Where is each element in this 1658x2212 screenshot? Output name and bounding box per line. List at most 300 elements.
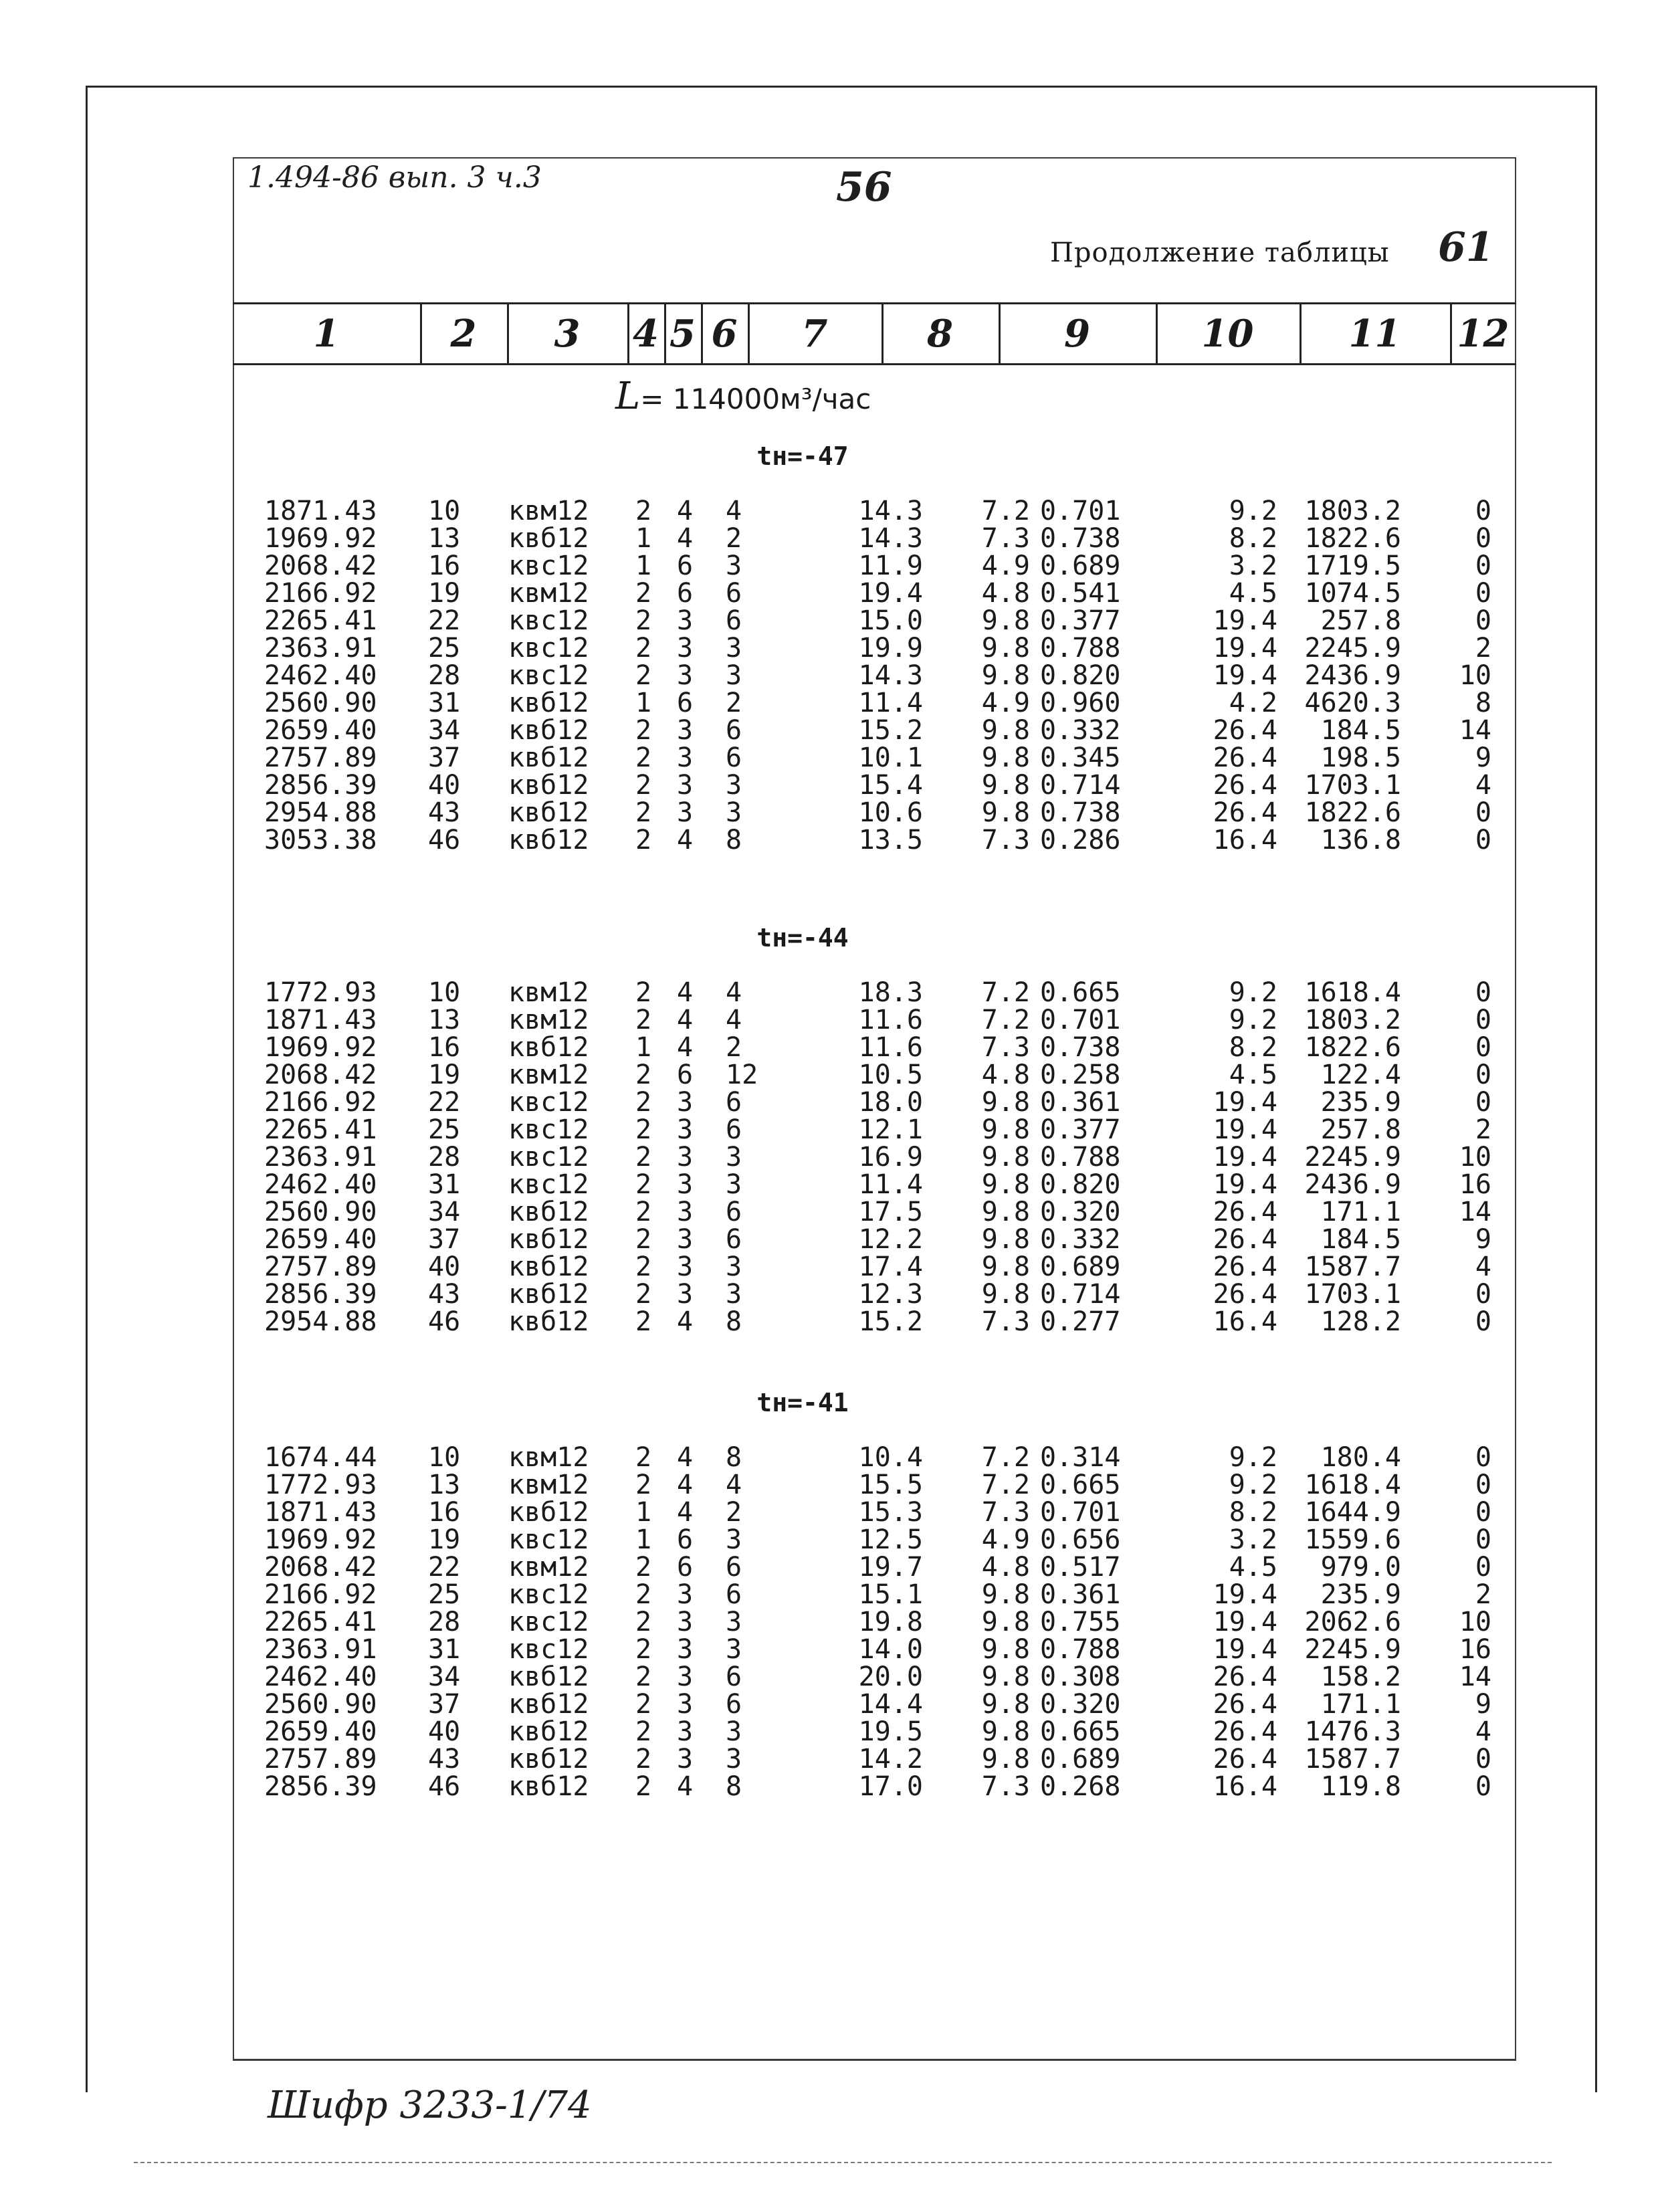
cell-col-8: 9.8	[981, 1579, 1030, 1610]
cell-col-1: 2757.89	[264, 1744, 377, 1775]
cell-col-11: 2436.9	[1304, 660, 1401, 691]
column-header-12: 12	[1457, 312, 1510, 356]
cell-col-10: 9.2	[1229, 1005, 1277, 1035]
cell-col-12: 0	[1475, 550, 1491, 581]
cell-col-10: 26.4	[1213, 742, 1277, 773]
cell-col-12: 0	[1475, 1005, 1491, 1035]
cell-col-1: 3053.38	[264, 825, 377, 856]
cell-col-7: 14.3	[858, 523, 923, 554]
cell-col-1: 2166.92	[264, 1579, 377, 1610]
cell-col-7: 11.4	[858, 688, 923, 718]
cell-col-3: квм12	[508, 1060, 589, 1090]
cell-col-12: 0	[1475, 605, 1491, 636]
cell-col-10: 3.2	[1229, 1524, 1277, 1555]
cell-col-2: 19	[428, 578, 461, 609]
cell-col-6: 2	[726, 688, 742, 718]
cell-col-6: 4	[726, 496, 742, 526]
table-row	[0, 1524, 1658, 1555]
cell-col-2: 25	[428, 1114, 461, 1145]
cell-col-6: 3	[726, 633, 742, 664]
cell-col-11: 1618.4	[1304, 1470, 1401, 1500]
cell-col-11: 1822.6	[1304, 797, 1401, 828]
cell-col-10: 4.5	[1229, 1552, 1277, 1583]
column-header-3: 3	[554, 312, 581, 356]
cell-col-9: 0.689	[1040, 550, 1121, 581]
column-header-7: 7	[801, 312, 828, 356]
cell-col-9: 0.656	[1040, 1524, 1121, 1555]
cell-col-7: 11.6	[858, 1032, 923, 1063]
cell-col-8: 7.3	[981, 1771, 1030, 1802]
cell-col-9: 0.361	[1040, 1087, 1121, 1118]
cell-col-11: 1618.4	[1304, 977, 1401, 1008]
cell-col-12: 10	[1459, 660, 1491, 691]
cell-col-7: 13.5	[858, 825, 923, 856]
cell-col-2: 46	[428, 825, 461, 856]
cell-col-10: 19.4	[1213, 605, 1277, 636]
cell-col-2: 43	[428, 1744, 461, 1775]
cell-col-9: 0.788	[1040, 1142, 1121, 1173]
table-number: 61	[1438, 224, 1494, 271]
cell-col-7: 20.0	[858, 1662, 923, 1692]
cell-col-3: квм12	[508, 1552, 589, 1583]
cell-col-12: 14	[1459, 1662, 1491, 1692]
cell-col-12: 10	[1459, 1607, 1491, 1637]
cell-col-7: 17.0	[858, 1771, 923, 1802]
cell-col-12: 0	[1475, 523, 1491, 554]
cell-col-9: 0.377	[1040, 1114, 1121, 1145]
cell-col-7: 10.1	[858, 742, 923, 773]
column-separator	[701, 304, 703, 363]
cell-col-9: 0.788	[1040, 1634, 1121, 1665]
cell-col-6: 6	[726, 742, 742, 773]
cell-col-11: 1822.6	[1304, 523, 1401, 554]
column-separator	[1300, 304, 1302, 363]
cell-col-12: 0	[1475, 1497, 1491, 1528]
cell-col-6: 3	[726, 660, 742, 691]
cell-col-1: 1871.43	[264, 1005, 377, 1035]
cell-col-11: 235.9	[1320, 1087, 1401, 1118]
cell-col-12: 2	[1475, 1114, 1491, 1145]
cell-col-4: 2	[635, 1060, 652, 1090]
cell-col-4: 2	[635, 1579, 652, 1610]
cell-col-10: 19.4	[1213, 1579, 1277, 1610]
cell-col-2: 43	[428, 1279, 461, 1310]
cell-col-9: 0.714	[1040, 1279, 1121, 1310]
cell-col-6: 12	[726, 1060, 758, 1090]
column-separator	[664, 304, 666, 363]
cell-col-8: 4.8	[981, 578, 1030, 609]
cell-col-7: 19.7	[858, 1552, 923, 1583]
cell-col-6: 6	[726, 605, 742, 636]
table-row	[0, 633, 1658, 664]
cell-col-8: 9.8	[981, 1689, 1030, 1720]
cell-col-11: 171.1	[1320, 1689, 1401, 1720]
cell-col-12: 0	[1475, 578, 1491, 609]
cell-col-7: 15.2	[858, 1306, 923, 1337]
cell-col-8: 9.8	[981, 660, 1030, 691]
cell-col-6: 6	[726, 1552, 742, 1583]
cell-col-3: квб12	[508, 825, 589, 856]
cell-col-2: 37	[428, 1689, 461, 1720]
cell-col-3: квб12	[508, 1771, 589, 1802]
column-separator	[882, 304, 884, 363]
cell-col-1: 1772.93	[264, 977, 377, 1008]
cell-col-11: 198.5	[1320, 742, 1401, 773]
cell-col-11: 257.8	[1320, 1114, 1401, 1145]
cell-col-9: 0.268	[1040, 1771, 1121, 1802]
cell-col-7: 19.8	[858, 1607, 923, 1637]
cell-col-2: 40	[428, 1716, 461, 1747]
cell-col-10: 19.4	[1213, 1169, 1277, 1200]
cell-col-4: 2	[635, 1005, 652, 1035]
cell-col-5: 6	[677, 688, 694, 718]
column-separator	[627, 304, 629, 363]
cell-col-7: 10.4	[858, 1442, 923, 1473]
cell-col-4: 1	[635, 688, 652, 718]
cell-col-12: 0	[1475, 1032, 1491, 1063]
outer-frame-top	[86, 86, 1597, 88]
table-row	[0, 1251, 1658, 1282]
cell-col-8: 7.3	[981, 1032, 1030, 1063]
cell-col-3: квс12	[508, 1524, 589, 1555]
cell-col-3: квб12	[508, 797, 589, 828]
cell-col-9: 0.258	[1040, 1060, 1121, 1090]
cell-col-4: 1	[635, 1497, 652, 1528]
cell-col-3: квб12	[508, 1279, 589, 1310]
cell-col-3: квс12	[508, 1579, 589, 1610]
cell-col-6: 3	[726, 1279, 742, 1310]
cell-col-6: 8	[726, 1442, 742, 1473]
cell-col-12: 2	[1475, 633, 1491, 664]
cell-col-11: 171.1	[1320, 1197, 1401, 1227]
cell-col-11: 1803.2	[1304, 1005, 1401, 1035]
cell-col-3: квс12	[508, 660, 589, 691]
cell-col-8: 4.9	[981, 1524, 1030, 1555]
cell-col-3: квб12	[508, 523, 589, 554]
cell-col-9: 0.820	[1040, 660, 1121, 691]
cell-col-5: 4	[677, 1306, 694, 1337]
cell-col-6: 6	[726, 1662, 742, 1692]
cell-col-2: 19	[428, 1524, 461, 1555]
cell-col-5: 3	[677, 1579, 694, 1610]
cell-col-5: 3	[677, 742, 694, 773]
cell-col-6: 6	[726, 1689, 742, 1720]
cell-col-3: квб12	[508, 1197, 589, 1227]
table-row	[0, 1579, 1658, 1610]
cell-col-10: 4.5	[1229, 578, 1277, 609]
table-row	[0, 1032, 1658, 1063]
column-header-5: 5	[669, 312, 696, 356]
cell-col-8: 9.8	[981, 1607, 1030, 1637]
cell-col-7: 15.3	[858, 1497, 923, 1528]
cell-col-2: 16	[428, 1032, 461, 1063]
cell-col-5: 4	[677, 1470, 694, 1500]
cell-col-7: 17.5	[858, 1197, 923, 1227]
cell-col-6: 6	[726, 1197, 742, 1227]
table-row	[0, 1664, 1658, 1690]
cell-col-2: 34	[428, 1197, 461, 1227]
cell-col-2: 31	[428, 1634, 461, 1665]
cell-col-4: 2	[635, 1634, 652, 1665]
cell-col-1: 2659.40	[264, 715, 377, 746]
cell-col-6: 6	[726, 578, 742, 609]
cell-col-10: 8.2	[1229, 523, 1277, 554]
cell-col-7: 14.4	[858, 1689, 923, 1720]
cell-col-11: 180.4	[1320, 1442, 1401, 1473]
cell-col-5: 6	[677, 1524, 694, 1555]
cell-col-1: 2757.89	[264, 1251, 377, 1282]
page-number: 56	[836, 164, 892, 211]
column-header-row	[233, 302, 1516, 365]
cell-col-2: 25	[428, 1579, 461, 1610]
cell-col-4: 2	[635, 1744, 652, 1775]
cell-col-10: 26.4	[1213, 770, 1277, 801]
column-separator	[748, 304, 750, 363]
cell-col-12: 2	[1475, 1579, 1491, 1610]
table-row	[0, 690, 1658, 716]
cell-col-9: 0.755	[1040, 1607, 1121, 1637]
cell-col-11: 1719.5	[1304, 550, 1401, 581]
cell-col-6: 3	[726, 797, 742, 828]
table-row	[0, 578, 1658, 609]
cell-col-5: 3	[677, 1224, 694, 1255]
cell-col-12: 0	[1475, 1306, 1491, 1337]
cell-col-3: квс12	[508, 1607, 589, 1637]
cell-col-6: 2	[726, 1497, 742, 1528]
cell-col-9: 0.714	[1040, 770, 1121, 801]
cell-col-3: квм12	[508, 1005, 589, 1035]
cell-col-5: 4	[677, 1442, 694, 1473]
cell-col-12: 14	[1459, 715, 1491, 746]
cell-col-11: 1803.2	[1304, 496, 1401, 526]
flow-symbol: L	[615, 375, 641, 418]
cell-col-9: 0.286	[1040, 825, 1121, 856]
cell-col-5: 3	[677, 1169, 694, 1200]
cell-col-4: 2	[635, 797, 652, 828]
cell-col-8: 7.3	[981, 825, 1030, 856]
cell-col-10: 26.4	[1213, 1662, 1277, 1692]
cell-col-3: квс12	[508, 605, 589, 636]
cell-col-5: 3	[677, 1087, 694, 1118]
cell-col-7: 12.5	[858, 1524, 923, 1555]
cell-col-1: 2659.40	[264, 1224, 377, 1255]
bottom-divider	[134, 2162, 1552, 2163]
column-separator	[420, 304, 422, 363]
cell-col-11: 1587.7	[1304, 1251, 1401, 1282]
cell-col-8: 4.9	[981, 688, 1030, 718]
cell-col-1: 2757.89	[264, 742, 377, 773]
cell-col-10: 19.4	[1213, 660, 1277, 691]
cell-col-2: 43	[428, 797, 461, 828]
cell-col-9: 0.689	[1040, 1744, 1121, 1775]
table-row	[0, 1142, 1658, 1173]
cell-col-1: 1772.93	[264, 1470, 377, 1500]
cell-col-3: квб12	[508, 715, 589, 746]
column-header-6: 6	[711, 312, 738, 356]
cell-col-12: 0	[1475, 1470, 1491, 1500]
cell-col-5: 3	[677, 633, 694, 664]
cell-col-1: 2560.90	[264, 1197, 377, 1227]
cell-col-3: квм12	[508, 1470, 589, 1500]
cell-col-5: 3	[677, 1716, 694, 1747]
cell-col-3: квб12	[508, 1716, 589, 1747]
table-row	[0, 1007, 1658, 1033]
continuation-label: Продолжение таблицы	[1050, 237, 1390, 268]
cell-col-12: 4	[1475, 1716, 1491, 1747]
cell-col-2: 13	[428, 1470, 461, 1500]
table-row	[0, 1552, 1658, 1583]
column-separator	[1156, 304, 1158, 363]
cell-col-8: 9.8	[981, 1087, 1030, 1118]
column-separator	[507, 304, 509, 363]
cell-col-10: 26.4	[1213, 1251, 1277, 1282]
cell-col-1: 2166.92	[264, 578, 377, 609]
table-row	[0, 1744, 1658, 1775]
cell-col-2: 25	[428, 633, 461, 664]
cell-col-8: 9.8	[981, 1716, 1030, 1747]
inner-frame-top	[233, 157, 1516, 159]
table-row	[0, 977, 1658, 1008]
cell-col-12: 0	[1475, 797, 1491, 828]
cell-col-5: 4	[677, 1032, 694, 1063]
cell-col-11: 2245.9	[1304, 1634, 1401, 1665]
cell-col-3: квс12	[508, 1169, 589, 1200]
cell-col-9: 0.738	[1040, 523, 1121, 554]
cell-col-10: 19.4	[1213, 1607, 1277, 1637]
cell-col-8: 9.8	[981, 715, 1030, 746]
cell-col-5: 6	[677, 1060, 694, 1090]
column-header-2: 2	[450, 312, 477, 356]
cell-col-2: 28	[428, 1607, 461, 1637]
cell-col-5: 3	[677, 1142, 694, 1173]
cell-col-1: 2462.40	[264, 1169, 377, 1200]
flow-rate-label	[615, 375, 1017, 418]
cell-col-3: квс12	[508, 1634, 589, 1665]
cell-col-8: 9.8	[981, 742, 1030, 773]
table-row	[0, 660, 1658, 691]
cell-col-8: 9.8	[981, 605, 1030, 636]
signature: Шифр 3233-1/74	[268, 2084, 592, 2127]
cell-col-2: 40	[428, 1251, 461, 1282]
cell-col-5: 4	[677, 825, 694, 856]
cell-col-10: 19.4	[1213, 1087, 1277, 1118]
cell-col-8: 4.8	[981, 1060, 1030, 1090]
cell-col-2: 34	[428, 715, 461, 746]
cell-col-9: 0.277	[1040, 1306, 1121, 1337]
cell-col-7: 11.4	[858, 1169, 923, 1200]
cell-col-1: 2265.41	[264, 605, 377, 636]
cell-col-10: 9.2	[1229, 977, 1277, 1008]
cell-col-8: 9.8	[981, 770, 1030, 801]
cell-col-1: 2856.39	[264, 1771, 377, 1802]
cell-col-5: 4	[677, 523, 694, 554]
cell-col-2: 22	[428, 1087, 461, 1118]
cell-col-5: 3	[677, 660, 694, 691]
cell-col-6: 3	[726, 1251, 742, 1282]
cell-col-12: 16	[1459, 1169, 1491, 1200]
cell-col-2: 22	[428, 1552, 461, 1583]
cell-col-7: 15.0	[858, 605, 923, 636]
cell-col-9: 0.701	[1040, 1497, 1121, 1528]
cell-col-8: 9.8	[981, 1634, 1030, 1665]
cell-col-9: 0.361	[1040, 1579, 1121, 1610]
column-header-10: 10	[1201, 312, 1254, 356]
cell-col-2: 19	[428, 1060, 461, 1090]
cell-col-10: 19.4	[1213, 1142, 1277, 1173]
cell-col-5: 3	[677, 1114, 694, 1145]
cell-col-1: 1871.43	[264, 496, 377, 526]
cell-col-4: 2	[635, 1087, 652, 1118]
cell-col-4: 2	[635, 1662, 652, 1692]
cell-col-11: 1703.1	[1304, 1279, 1401, 1310]
table-row	[0, 1609, 1658, 1635]
cell-col-3: квс12	[508, 1142, 589, 1173]
cell-col-3: квс12	[508, 633, 589, 664]
cell-col-1: 2954.88	[264, 1306, 377, 1337]
cell-col-3: квб12	[508, 688, 589, 718]
cell-col-8: 9.8	[981, 1744, 1030, 1775]
cell-col-11: 1703.1	[1304, 770, 1401, 801]
cell-col-8: 7.2	[981, 496, 1030, 526]
cell-col-6: 3	[726, 550, 742, 581]
cell-col-10: 19.4	[1213, 1114, 1277, 1145]
cell-col-6: 3	[726, 1142, 742, 1173]
cell-col-2: 10	[428, 1442, 461, 1473]
cell-col-6: 8	[726, 1306, 742, 1337]
cell-col-4: 2	[635, 1689, 652, 1720]
cell-col-8: 9.8	[981, 633, 1030, 664]
cell-col-7: 11.6	[858, 1005, 923, 1035]
cell-col-1: 2068.42	[264, 1060, 377, 1090]
cell-col-6: 3	[726, 1524, 742, 1555]
cell-col-2: 22	[428, 605, 461, 636]
cell-col-4: 2	[635, 605, 652, 636]
cell-col-4: 2	[635, 1607, 652, 1637]
cell-col-11: 1644.9	[1304, 1497, 1401, 1528]
cell-col-11: 2245.9	[1304, 1142, 1401, 1173]
cell-col-5: 3	[677, 1197, 694, 1227]
cell-col-3: квс12	[508, 1114, 589, 1145]
cell-col-11: 2436.9	[1304, 1169, 1401, 1200]
cell-col-8: 9.8	[981, 1251, 1030, 1282]
cell-col-7: 18.3	[858, 977, 923, 1008]
document-code: 1.494-86 вып. 3 ч.3	[247, 161, 542, 195]
cell-col-6: 3	[726, 1634, 742, 1665]
table-row	[0, 1199, 1658, 1225]
cell-col-6: 6	[726, 715, 742, 746]
cell-col-2: 28	[428, 660, 461, 691]
cell-col-1: 1969.92	[264, 1032, 377, 1063]
cell-col-4: 2	[635, 715, 652, 746]
cell-col-11: 184.5	[1320, 1224, 1401, 1255]
cell-col-7: 10.5	[858, 1060, 923, 1090]
cell-col-10: 26.4	[1213, 797, 1277, 828]
cell-col-3: квб12	[508, 1251, 589, 1282]
cell-col-5: 3	[677, 715, 694, 746]
cell-col-3: квб12	[508, 1497, 589, 1528]
cell-col-7: 15.5	[858, 1470, 923, 1500]
cell-col-3: квс12	[508, 1087, 589, 1118]
cell-col-2: 28	[428, 1142, 461, 1173]
cell-col-5: 3	[677, 1689, 694, 1720]
cell-col-10: 19.4	[1213, 1634, 1277, 1665]
cell-col-8: 9.8	[981, 1114, 1030, 1145]
table-row	[0, 1442, 1658, 1473]
cell-col-11: 1587.7	[1304, 1744, 1401, 1775]
cell-col-4: 2	[635, 1142, 652, 1173]
cell-col-10: 9.2	[1229, 1470, 1277, 1500]
cell-col-5: 4	[677, 1005, 694, 1035]
